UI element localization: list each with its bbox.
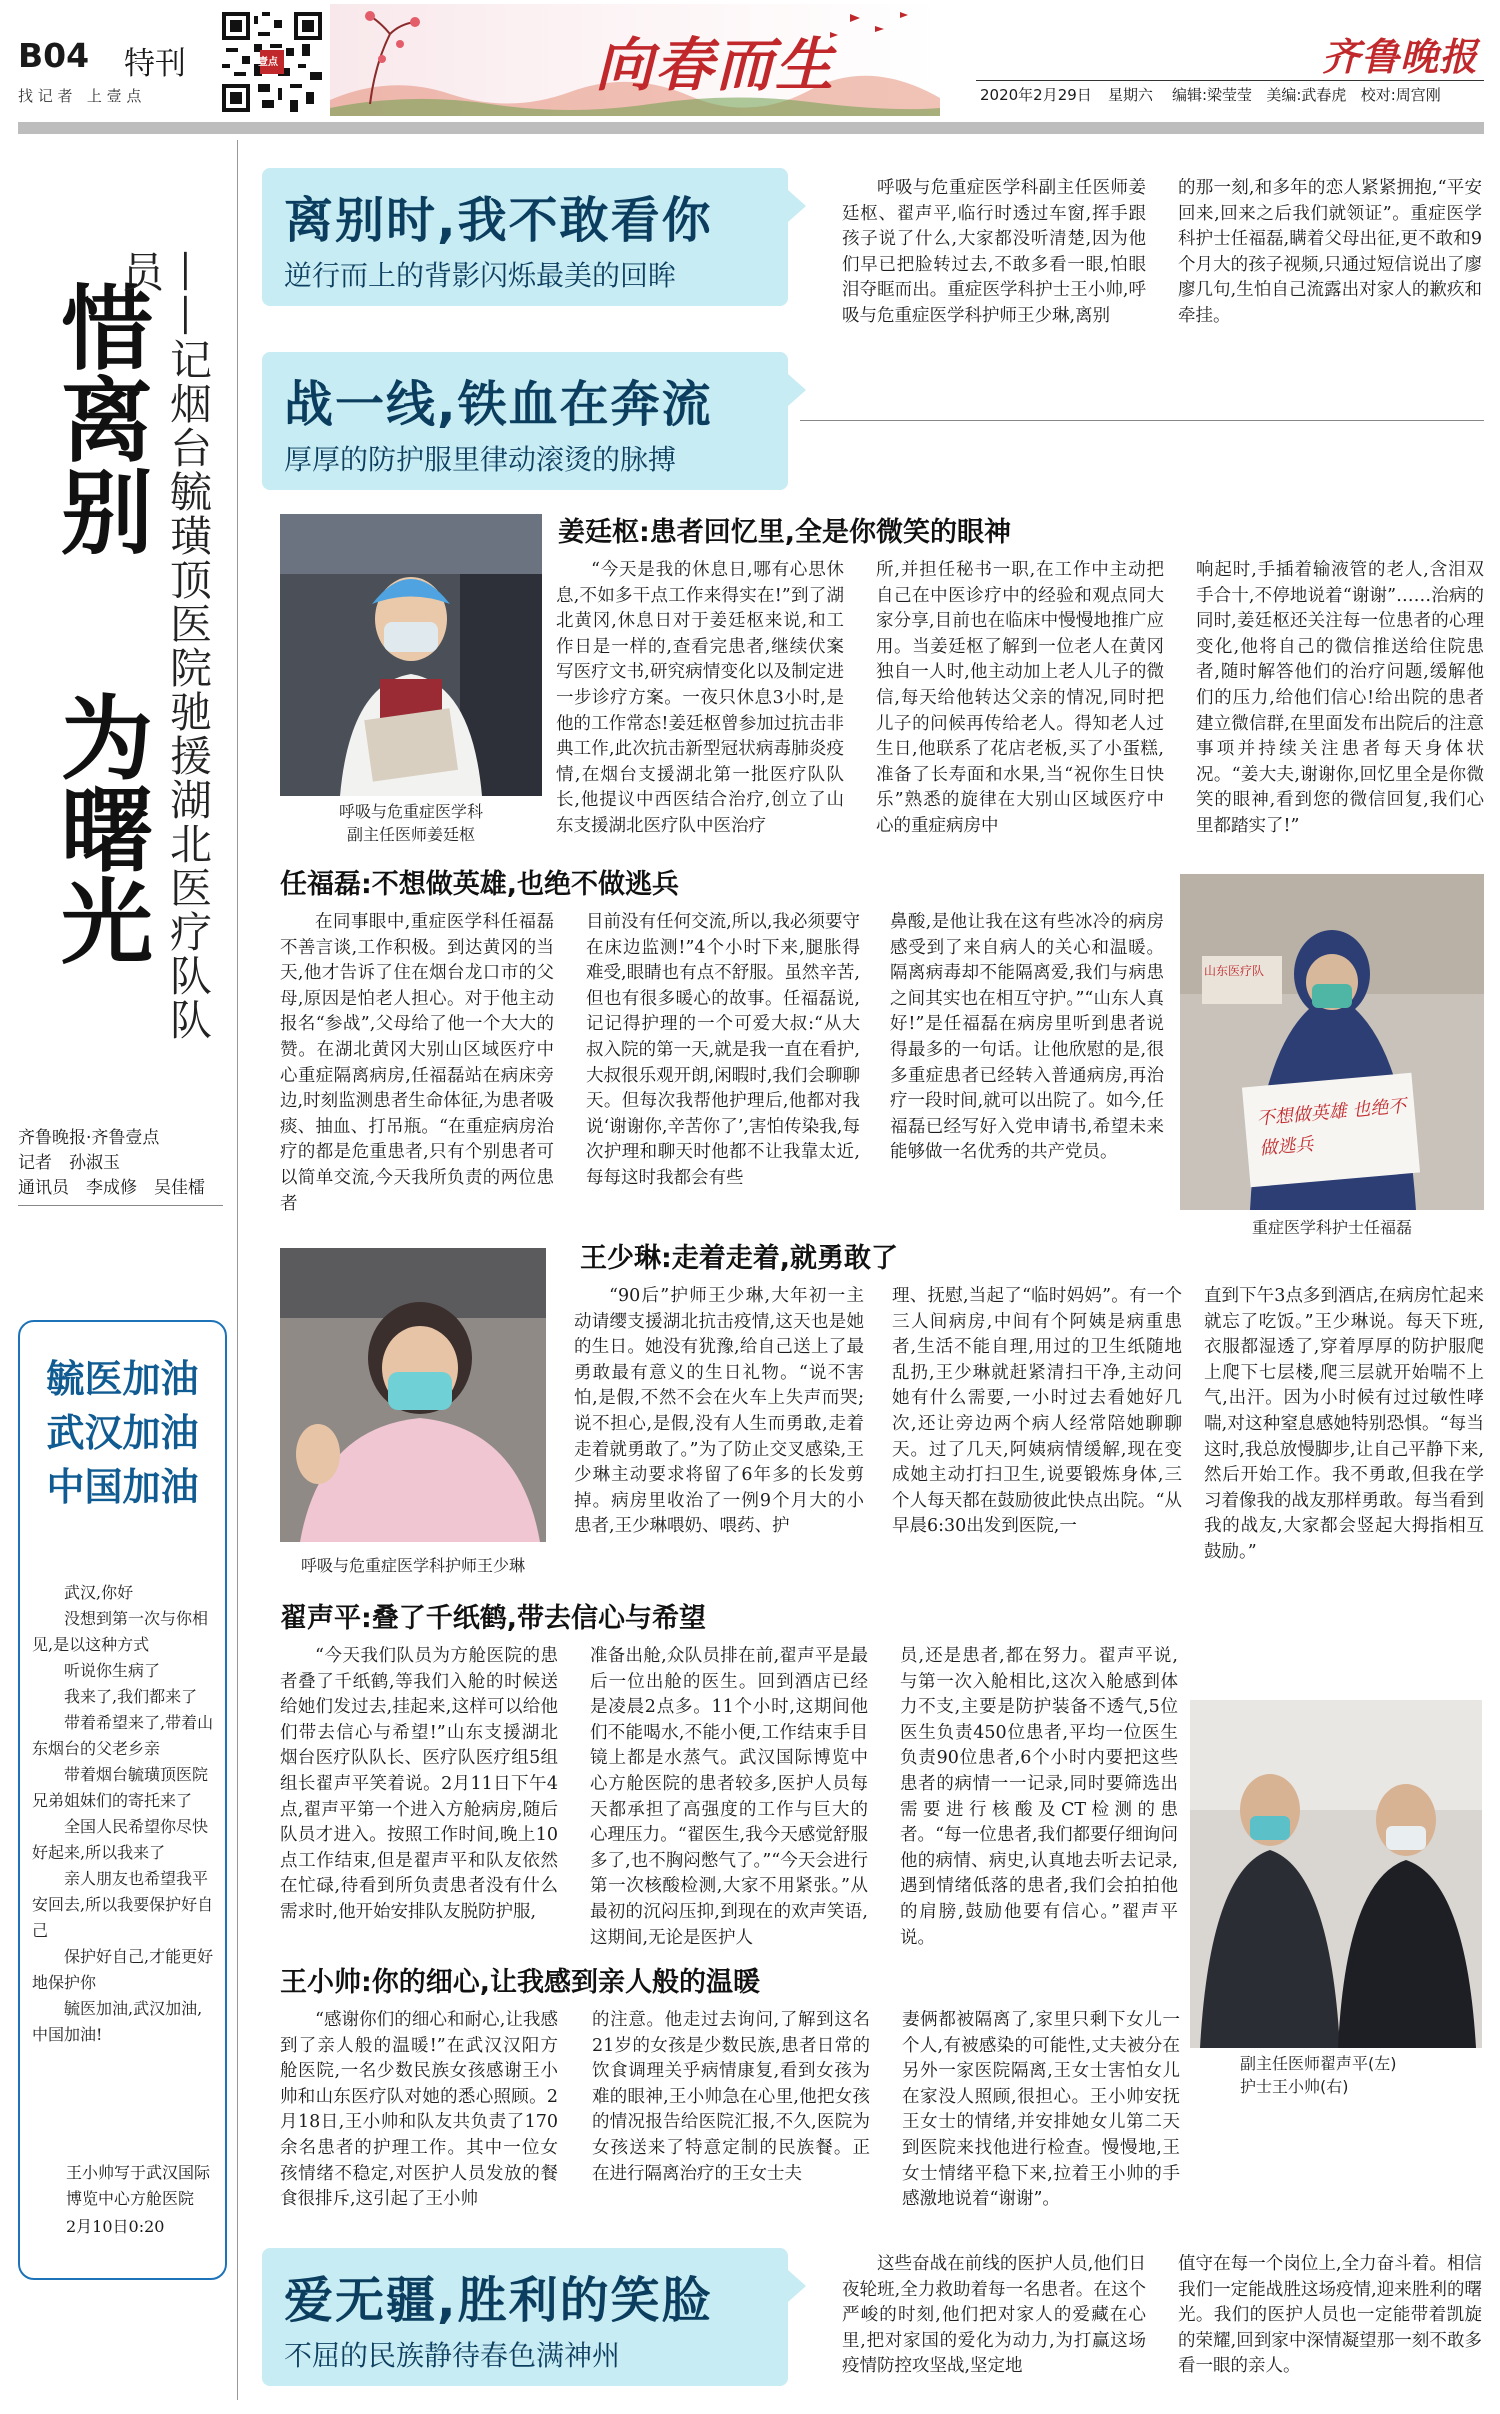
banner-notch: [788, 374, 806, 406]
letter-title-1: 毓医加油: [46, 1357, 199, 1401]
banner-love: [262, 2248, 788, 2386]
letter-title-2: 武汉加油: [46, 1411, 199, 1455]
closing-paragraph: 这些奋战在前线的医护人员,他们日夜轮班,全力救助着每一名患者。在这个严峻的时刻,他们把对家人的爱藏在心里,把对家国的爱化为动力,为打赢这场疫情防控攻坚战,坚定地: [842, 2254, 1146, 2377]
series-title: 向春而生: [595, 31, 836, 99]
story-heading-jiang: 姜廷枢:患者回忆里,全是你微笑的眼神: [558, 517, 1012, 548]
story-col: [902, 2008, 1180, 2214]
story-paragraph: 直到下午3点多到酒店,在病房忙起来就忘了吃饭。”王少琳说。每天下班,衣服都湿透了,穿着厚厚的防护服爬上爬下七层楼,爬三层就开始喘不上气,出汗。因为小时候有过过敏性哮喘,对这种窒息感她特别恐惧。“每当这时,我总放慢脚步,让自己平静下来,然后开始工作。我不勇敢,但我在学习着像我的战友那样勇敢。每当看到我的战友,大家都会竖起大拇指相互鼓励。”: [1204, 1286, 1484, 1562]
story-paragraph: 响起时,手插着输液管的老人,含泪双手合十,不停地说着“谢谢”……治病的同时,姜廷枢还关注每一位患者的心理变化,他将自己的微信推送给住院患者,随时解答他们的治疗问题,缓解他们的压力,给他们信心!给出院的患者建立微信群,在里面发布出院后的注意事项并持续关注患者每天身体状况。“姜大夫,谢谢你,回忆里全是你微笑的眼神,看到您的微信回复,我们心里都踏实了!”: [1196, 560, 1484, 836]
issue-date: 2020年2月29日: [980, 86, 1092, 104]
letter-line: 听说你生病了: [64, 1661, 161, 1680]
letter-time: 2月10日0:20: [66, 2217, 165, 2236]
story-col: [876, 558, 1164, 836]
byline-correspondents: 通讯员 李成修 吴佳檑: [18, 1178, 205, 1198]
qr-label: 壹点: [258, 57, 278, 68]
byline-org: 齐鲁晚报·齐鲁壹点: [18, 1128, 160, 1148]
photo-ren-sign: 不想做英雄 也绝不做逃兵: [1256, 1095, 1408, 1160]
feature-subtitle: ——记烟台毓璜顶医院驰援湖北医疗队队员: [116, 250, 213, 1042]
letter-line: 全国人民希望你尽快好起来,所以我来了: [32, 1817, 209, 1862]
story-paragraph: 在同事眼中,重症医学科任福磊不善言谈,工作积极。到达黄冈的当天,他才告诉了住在烟台龙口市的父母,原因是怕老人担心。对于他主动报名“参战”,父母给了他一个大大的赞。在湖北黄冈大别山区域医疗中心重症隔离病房,任福磊站在病床旁边,时刻监测患者生命体征,为患者吸痰、抽血、打吊瓶。“在重症病房治疗的都是危重患者,只有个别患者可以简单交流,今天我所负责的两位患者: [280, 912, 554, 1214]
letter-title-3: 中国加油: [46, 1465, 199, 1509]
intro-col-2: [1178, 176, 1482, 356]
story-paragraph: 鼻酸,是他让我在这有些冰冷的病房感受到了来自病人的关心和温暖。隔离病毒却不能隔离爱,我们与病患之间其实也在相互守护。”“山东人真好!”是任福磊在病房里听到患者说得最多的一句话。让他欣慰的是,很多重症患者已经转入普通病房,再治疗一段时间,就可以出院了。如今,任福磊已经写好入党申请书,希望未来能够做一名优秀的共产党员。: [890, 912, 1164, 1163]
paper-name: 齐鲁晚报: [1322, 34, 1479, 79]
story-heading-wang-shaolin: 王少琳:走着走着,就勇敢了: [580, 1243, 899, 1274]
banner-frontline: [262, 352, 788, 490]
section-name: 特刊: [124, 46, 186, 82]
issue-weekday: 星期六: [1108, 86, 1154, 104]
banner-title: 战一线,铁血在奔流: [284, 376, 713, 433]
letter-line: 保护好自己,才能更好地保护你: [32, 1947, 214, 1992]
section-rule: [800, 420, 1484, 421]
story-col: [1204, 1284, 1484, 1584]
story-col: [280, 910, 554, 1218]
story-col: [892, 1284, 1182, 1584]
caption-zhai-wang: 副主任医师翟声平(左) 护士王小帅(右): [1240, 2054, 1397, 2096]
story-col: [592, 2008, 870, 2214]
story-col: [890, 910, 1164, 1218]
closing-paragraph: 值守在每一个岗位上,全力奋斗着。相信我们一定能战胜这场疫情,迎来胜利的曙光。我们的医护人员也一定能带着凯旋的荣耀,回到家中深情凝望那一刻不敢多看一眼的亲人。: [1178, 2254, 1482, 2377]
story-paragraph: 理、抚慰,当起了“临时妈妈”。有一个三人间病房,中间有个阿姨是病重患者,生活不能自理,用过的卫生纸随地乱扔,王少琳就赶紧清扫干净,主动问她有什么需要,一小时过去看她好几次,还让旁边两个病人经常陪她聊聊天。过了几天,阿姨病情缓解,现在变成她主动打扫卫生,说要锻炼身体,三个人每天都在鼓励彼此快点出院。“从早晨6:30出发到医院,一: [892, 1286, 1182, 1537]
photo-wang-shaolin: [280, 1248, 546, 1542]
banner-notch: [788, 190, 806, 222]
letter-line: 没想到第一次与你相见,是以这种方式: [32, 1609, 209, 1654]
letter-line: 毓医加油,武汉加油,中国加油!: [32, 1999, 203, 2044]
banner-subtitle: 不屈的民族静待春色满神州: [284, 2339, 621, 2372]
photo-zhai-wang: [1190, 1700, 1482, 2048]
letter-line: 亲人朋友也希望我平安回去,所以我要保护好自己: [32, 1869, 214, 1940]
story-paragraph: 目前没有任何交流,所以,我必须要守在床边监测!”4个小时下来,腿胀得难受,眼睛也有点不舒服。虽然辛苦,但也有很多暖心的故事。任福磊说,记记得护理的一个可爱大叔:“从大叔入院的第一天,就是我一直在看护,大叔很乐观开朗,闲暇时,我们会聊聊天。但每次我帮他护理后,他都对我说‘谢谢你,辛苦你了’,害怕传染我,每次护理和聊天时他都不让我靠太近,每每这时我都会有些: [586, 912, 860, 1188]
byline-reporter: 记者 孙淑玉: [18, 1153, 120, 1173]
story-paragraph: 员,还是患者,都在努力。翟声平说,与第一次入舱相比,这次入舱感到体力不支,主要是防护装备不透气,5位医生负责450位患者,平均一位医生负责90位患者,6个小时内要把这些患者的病情一一记录,同时要筛选出需要进行核酸及CT检测的患者。“每一位患者,我们都要仔细询问他的病情、病史,认真地去听去记录,遇到情绪低落的患者,我们会拍拍他的肩膀,鼓励他要有信心。”翟声平说。: [900, 1646, 1178, 1948]
caption-wang-shaolin: 呼吸与危重症医学科护师王少琳: [300, 1556, 525, 1575]
story-paragraph: “感谢你们的细心和耐心,让我感到了亲人般的温暖!”在武汉汉阳方舱医院,一名少数民族女孩感谢王小帅和山东医疗队对她的悉心照顾。2月18日,王小帅和队友共负责了170余名患者的护理工作。其中一位女孩情绪不稳定,对医护人员发放的餐食很排斥,这引起了王小帅: [280, 2010, 558, 2210]
caption-ren: 重症医学科护士任福磊: [1251, 1218, 1412, 1237]
banner-farewell: [262, 168, 788, 306]
letter-signature: 王小帅写于武汉国际博览中心方舱医院: [66, 2163, 211, 2208]
story-paragraph: 妻俩都被隔离了,家里只剩下女儿一个人,有被感染的可能性,丈夫被分在另外一家医院隔离,王女士害怕女儿在家没人照顾,很担心。王小帅安抚王女士的情绪,并安排她女儿第二天到医院来找他进行检查。慢慢地,王女士情绪平稳下来,拉着王小帅的手感激地说着“谢谢”。: [902, 2010, 1180, 2210]
main-title-line2: 为曙光: [46, 690, 154, 966]
story-col: [590, 1644, 868, 1952]
masthead-rule: [18, 122, 1484, 134]
story-paragraph: 准备出舱,众队员排在前,翟声平是最后一位出舱的医生。回到酒店已经是凌晨2点多。11个小时,这期间他们不能喝水,不能小便,工作结束手目镜上都是水蒸气。武汉国际博览中心方舱医院的患者较多,医护人员每天都承担了高强度的工作与巨大的心理压力。“翟医生,我今天感觉舒服多了,也不胸闷憋气了。”“今天会进行第一次核酸检测,大家不用紧张。”从最初的沉闷压抑,到现在的欢声笑语,这期间,无论是医护人: [590, 1646, 868, 1948]
banner-subtitle: 厚厚的防护服里律动滚烫的脉搏: [284, 443, 677, 476]
story-paragraph: “今天我们队员为方舱医院的患者叠了千纸鹤,等我们入舱的时候送给她们发过去,挂起来,这样可以给他们带去信心与希望!”山东支援湖北烟台医疗队队长、医疗队医疗组5组组长翟声平笑着说。2月11日下午4点,翟声平第一个进入方舱病房,随后队员才进入。按照工作时间,晚上10点工作结束,但是翟声平和队友依然在忙碌,待看到所负责患者没有什么需求时,他开始安排队友脱防护服,: [280, 1646, 558, 1922]
story-col: [280, 2008, 558, 2214]
closing-col-1: [842, 2252, 1146, 2384]
story-col: [900, 1644, 1178, 1952]
byline-rule: [18, 1205, 223, 1206]
banner-notch: [788, 2270, 806, 2302]
masthead-rule-thin: [976, 80, 1484, 81]
column-divider: [237, 140, 238, 2400]
story-paragraph: “今天是我的休息日,哪有心思休息,不如多干点工作来得实在!”到了湖北黄冈,休息日对于姜廷枢来说,和工作日是一样的,查看完患者,继续伏案写医疗文书,研究病情变化以及制定进一步诊疗方案。一夜只休息3小时,是他的工作常态!姜廷枢曾参加过抗击非典工作,此次抗击新型冠状病毒肺炎疫情,在烟台支援湖北第一批医疗队队长,他提议中西医结合治疗,创立了山东支援湖北医疗队中医治疗: [556, 560, 844, 836]
banner-title: 爱无疆,胜利的笑脸: [284, 2272, 713, 2329]
letter-box: [18, 1320, 227, 2280]
story-col: [574, 1284, 864, 1584]
story-heading-zhai: 翟声平:叠了千纸鹤,带去信心与希望: [280, 1603, 707, 1634]
story-col: [280, 1644, 558, 1952]
banner-subtitle: 逆行而上的背影闪烁最美的回眸: [284, 259, 677, 292]
story-paragraph: 的注意。他走过去询问,了解到这名21岁的女孩是少数民族,患者日常的饮食调理关乎病情康复,看到女孩为难的眼神,王小帅急在心里,他把女孩的情况报告给医院汇报,不久,医院为女孩送来了特意定制的民族餐。正在进行隔离治疗的王女士夫: [592, 2010, 870, 2184]
caption-jiang: 呼吸与危重症医学科 副主任医师姜廷枢: [338, 802, 483, 844]
intro-paragraph: 呼吸与危重症医学科副主任医师姜廷枢、翟声平,临行时透过车窗,挥手跟孩子说了什么,大家都没听清楚,因为他们早已把脸转过去,不敢多看一眼,怕眼泪夺眶而出。重症医学科护士王小帅,呼吸与危重症医学科护师王少琳,离别: [842, 178, 1146, 326]
story-heading-wang-xiaoshuai: 王小帅:你的细心,让我感到亲人般的温暖: [280, 1967, 761, 1998]
banner-title: 离别时,我不敢看你: [284, 192, 713, 249]
issue-credits: 编辑:梁莹莹 美编:武春虎 校对:周宫刚: [1172, 86, 1441, 104]
photo-ren-sign-header: 山东医疗队: [1204, 964, 1265, 978]
story-heading-ren: 任福磊:不想做英雄,也绝不做逃兵: [280, 869, 680, 900]
photo-ren: [1180, 874, 1484, 1210]
story-paragraph: “90后”护师王少琳,大年初一主动请缨支援湖北抗击疫情,这天也是她的生日。她没有犹豫,给自己送上了最勇敢最有意义的生日礼物。“说不害怕,是假,不然不会在火车上失声而哭;说不担心,是假,没有人生而勇敢,走着走着就勇敢了。”为了防止交叉感染,王少琳主动要求将留了6年多的长发剪掉。病房里收治了一例9个月大的小患者,王少琳喂奶、喂药、护: [574, 1286, 864, 1537]
letter-line: 我来了,我们都来了: [64, 1687, 198, 1706]
letter-line: 带着烟台毓璜顶医院兄弟姐妹们的寄托来了: [32, 1765, 209, 1810]
letter-body: [32, 1580, 214, 2048]
intro-col-1: [842, 176, 1146, 356]
intro-paragraph: 的那一刻,和多年的恋人紧紧拥抱,“平安回来,回来之后我们就领证”。重症医学科护士任福磊,瞒着父母出征,更不敢和9个月大的孩子视频,只通过短信说出了廖廖几句,生怕自己流露出对家人的歉疚和牵挂。: [1178, 178, 1482, 326]
story-paragraph: 所,并担任秘书一职,在工作中主动把自己在中医诊疗中的经验和观点同大家分享,目前也在临床中慢慢地推广应用。当姜廷枢了解到一位老人在黄冈独自一人时,他主动加上老人儿子的微信,每天给他转达父亲的情况,同时把儿子的问候再传给老人。得知老人过生日,他联系了花店老板,买了小蛋糕,准备了长寿面和水果,当“祝你生日快乐”熟悉的旋律在大别山区域医疗中心的重症病房中: [876, 560, 1164, 836]
series-title-art: [330, 4, 940, 116]
photo-jiang: [280, 514, 542, 796]
letter-line: 武汉,你好: [64, 1583, 134, 1602]
masthead-slogan: 找 记 者 上 壹 点: [18, 87, 142, 105]
letter-line: 带着希望来了,带着山东烟台的父老乡亲: [32, 1713, 214, 1758]
page-code: B04: [18, 36, 90, 75]
closing-col-2: [1178, 2252, 1482, 2384]
story-col: [1196, 558, 1484, 836]
story-col: [556, 558, 844, 836]
qr-code[interactable]: [222, 12, 322, 112]
main-title-line1: 惜离别: [46, 280, 154, 556]
story-col: [586, 910, 860, 1218]
